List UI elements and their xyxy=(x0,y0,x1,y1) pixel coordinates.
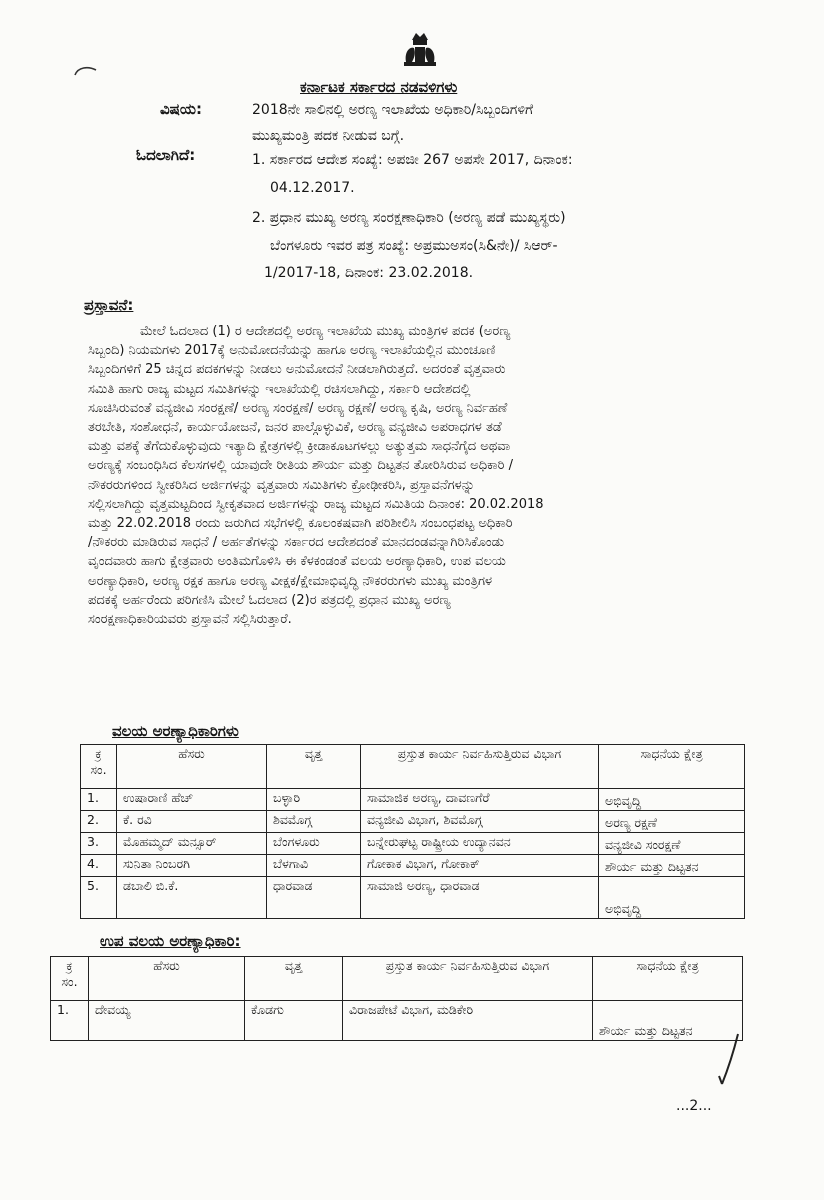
drfo-table xyxy=(50,956,743,1041)
cell-circle: ಬಳ್ಳಾರಿ xyxy=(267,789,361,811)
paragraph-line: ಮತ್ತು 22.02.2018 ರಂದು ಜರುಗಿದ ಸಭೆಗಳಲ್ಲಿ ಕೂಲಂಕಷವಾಗಿ ಪರಿಶೀಲಿಸಿ ಸಂಬಂಧಪಟ್ಟ ಅಧಿಕಾರಿ xyxy=(88,516,513,532)
cell-division: ಗೋಕಾಕ ವಿಭಾಗ, ಗೋಕಾಕ್ xyxy=(361,855,599,877)
cell-sl: 1. xyxy=(51,1001,89,1041)
cell-field: ವನ್ಯಜೀವಿ ಸಂರಕ್ಷಣೆ xyxy=(599,833,745,855)
paragraph-line: ಸಿಬ್ಬಂದಿಗಳಿಗೆ 25 ಚಿನ್ನದ ಪದಕಗಳನ್ನು ನೀಡಲು ಅನುಮೋದನೆ ನೀಡಲಾಗಿರುತ್ತದೆ. ಅದರಂತೆ ವೃತ್ತವಾರು xyxy=(88,362,506,378)
header-division: ಪ್ರಸ್ತುತ ಕಾರ್ಯ ನಿರ್ವಹಿಸುತ್ತಿರುವ ವಿಭಾಗ xyxy=(343,957,593,1001)
drfo-section-title: ಉಪ ವಲಯ ಅರಣ್ಯಾಧಿಕಾರಿ: xyxy=(100,932,241,950)
cell-sl: 5. xyxy=(81,877,117,919)
table-row xyxy=(81,833,745,855)
header-field: ಸಾಧನೆಯ ಕ್ಷೇತ್ರ xyxy=(593,957,743,1001)
cell-circle: ಬೆಳಗಾವಿ xyxy=(267,855,361,877)
subject-line-1: 2018ನೇ ಸಾಲಿನಲ್ಲಿ ಅರಣ್ಯ ಇಲಾಖೆಯ ಅಧಿಕಾರಿ/ಸಿಬ್ಬಂದಿಗಳಿಗೆ xyxy=(252,102,534,118)
table-row xyxy=(81,877,745,919)
page-indicator: ...2... xyxy=(676,1098,712,1114)
header-sl: ಕ್ರ ಸಂ. xyxy=(81,745,117,789)
cell-sl: 2. xyxy=(81,811,117,833)
table-row xyxy=(81,789,745,811)
subject-line-2: ಮುಖ್ಯಮಂತ್ರಿ ಪದಕ ನೀಡುವ ಬಗ್ಗೆ. xyxy=(252,128,405,144)
cell-name: ಕೆ. ರವಿ xyxy=(117,811,267,833)
paragraph-line: ಅರಣ್ಯಾಧಿಕಾರಿ, ಅರಣ್ಯ ರಕ್ಷಕ ಹಾಗೂ ಅರಣ್ಯ ವೀಕ್ಷಕ/ಕ್ಷೇಮಾಭಿವೃದ್ಧಿ ನೌಕರರುಗಳು ಮುಖ್ಯ ಮಂತ್ರಿಗಳ xyxy=(88,573,493,589)
paragraph-line: ಸಲ್ಲಿಸಲಾಗಿದ್ದು ವೃತ್ತಮಟ್ಟದಿಂದ ಸ್ವೀಕೃತವಾದ ಅರ್ಜಿಗಳನ್ನು ರಾಜ್ಯ ಮಟ್ಟದ ಸಮಿತಿಯ ದಿನಾಂಕ: 20.02.2018 xyxy=(88,496,544,512)
header-name: ಹೆಸರು xyxy=(89,957,245,1001)
cell-division: ವನ್ಯಜೀವಿ ವಿಭಾಗ, ಶಿವಮೊಗ್ಗ xyxy=(361,811,599,833)
reference-1-line-2: 04.12.2017. xyxy=(270,180,355,196)
cell-division: ವಿರಾಜಪೇಟೆ ವಿಭಾಗ, ಮಡಿಕೇರಿ xyxy=(343,1001,593,1041)
references-label: ಓದಲಾಗಿದೆ: xyxy=(136,146,196,164)
table-header-row xyxy=(81,745,745,789)
table-row xyxy=(81,855,745,877)
paragraph-line: ಸಮಿತಿ ಹಾಗು ರಾಜ್ಯ ಮಟ್ಟದ ಸಮಿತಿಗಳನ್ನು ಇಲಾಖೆಯಲ್ಲಿ ರಚಿಸಲಾಗಿದ್ದು, ಸರ್ಕಾರಿ ಆದೇಶದಲ್ಲಿ xyxy=(88,381,471,397)
rfo-section-title: ವಲಯ ಅರಣ್ಯಾಧಿಕಾರಿಗಳು xyxy=(112,722,239,740)
state-emblem-icon xyxy=(398,28,442,68)
cell-sl: 4. xyxy=(81,855,117,877)
cell-name: ಡಬಾಲಿ ಬಿ.ಕೆ. xyxy=(117,877,267,919)
cell-field: ಶೌರ್ಯ ಮತ್ತು ದಿಟ್ಟತನ xyxy=(593,1001,743,1041)
header-circle: ವೃತ್ತ xyxy=(245,957,343,1001)
cell-field: ಅರಣ್ಯ ರಕ್ಷಣೆ xyxy=(599,811,745,833)
cell-division: ಸಾಮಾಜಿ ಅರಣ್ಯ, ಧಾರವಾಡ xyxy=(361,877,599,919)
header-division: ಪ್ರಸ್ತುತ ಕಾರ್ಯ ನಿರ್ವಹಿಸುತ್ತಿರುವ ವಿಭಾಗ xyxy=(361,745,599,789)
reference-2-line-2: ಬೆಂಗಳೂರು ಇವರ ಪತ್ರ ಸಂಖ್ಯೆ: ಅಪ್ರಮುಅಸಂ(ಸಿ&ನೇ)/ ಸಿಆರ್- xyxy=(270,238,558,254)
tick-mark-icon xyxy=(716,1030,742,1090)
paragraph-line: ಸೂಚಿಸಿರುವಂತೆ ವನ್ಯಜೀವಿ ಸಂರಕ್ಷಣೆ/ ಅರಣ್ಯ ಸಂರಕ್ಷಣೆ/ ಅರಣ್ಯ ರಕ್ಷಣೆ/ ಅರಣ್ಯ ಕೃಷಿ, ಅರಣ್ಯ ನಿರ್ವಹಣೆ xyxy=(88,400,508,416)
table-row xyxy=(81,811,745,833)
reference-1-line-1: 1. ಸರ್ಕಾರದ ಆದೇಶ ಸಂಖ್ಯೆ: ಅಪಜೀ 267 ಅಪಸೇ 2017, ದಿನಾಂಕ: xyxy=(252,152,573,168)
table-header-row xyxy=(51,957,743,1001)
cell-name: ಉಷಾರಾಣಿ ಹೆಚ್ xyxy=(117,789,267,811)
cell-name: ಸುನಿತಾ ನಿಂಬರಗಿ xyxy=(117,855,267,877)
header-circle: ವೃತ್ತ xyxy=(267,745,361,789)
cell-circle: ಕೊಡಗು xyxy=(245,1001,343,1041)
cell-circle: ಶಿವಮೊಗ್ಗ xyxy=(267,811,361,833)
cell-circle: ಧಾರವಾಡ xyxy=(267,877,361,919)
paragraph-line: ಸಿಬ್ಬಂದಿ) ನಿಯಮಗಳು 2017ಕ್ಕೆ ಅನುಮೋದನೆಯನ್ನು ಹಾಗೂ ಅರಣ್ಯ ಇಲಾಖೆಯಲ್ಲಿನ ಮುಂಚೂಣಿ xyxy=(88,343,496,359)
paragraph-line: ಮತ್ತು ವಶಕ್ಕೆ ತೆಗೆದುಕೊಳ್ಳುವುದು ಇತ್ಯಾದಿ ಕ್ಷೇತ್ರಗಳಲ್ಲಿ ಕ್ರೀಡಾಕೂಟಗಳಲ್ಲು ಅತ್ಯುತ್ತಮ ಸಾಧನೆಗೈದ ಅಥವಾ xyxy=(88,439,511,455)
paragraph-line: ವೃಂದವಾರು ಹಾಗು ಕ್ಷೇತ್ರವಾರು ಅಂತಿಮಗೊಳಿಸಿ ಈ ಕೆಳಕಂಡಂತೆ ವಲಯ ಅರಣ್ಯಾಧಿಕಾರಿ, ಉಪ ವಲಯ xyxy=(88,554,506,570)
header-name: ಹೆಸರು xyxy=(117,745,267,789)
cell-name: ಮೊಹಮ್ಮದ್ ಮನ್ಸೂರ್ xyxy=(117,833,267,855)
cell-field: ಶೌರ್ಯ ಮತ್ತು ದಿಟ್ಟತನ xyxy=(599,855,745,877)
document-heading: ಕರ್ನಾಟಕ ಸರ್ಕಾರದ ನಡವಳಿಗಳು xyxy=(300,78,458,96)
header-field: ಸಾಧನೆಯ ಕ್ಷೇತ್ರ xyxy=(599,745,745,789)
cell-division: ಬನ್ನೇರುಘಟ್ಟ ರಾಷ್ಟ್ರೀಯ ಉದ್ಯಾನವನ xyxy=(361,833,599,855)
paragraph-line: ತರಬೇತಿ, ಸಂಶೋಧನೆ, ಕಾರ್ಯಯೋಜನೆ, ಜನರ ಪಾಲ್ಗೊಳ್ಳುವಿಕೆ, ಅರಣ್ಯ ವನ್ಯಜೀವಿ ಅಪರಾಧಗಳ ತಡೆ xyxy=(88,420,502,436)
cell-circle: ಬೆಂಗಳೂರು xyxy=(267,833,361,855)
subject-label: ವಿಷಯ: xyxy=(160,100,202,118)
cell-division: ಸಾಮಾಜಿಕ ಅರಣ್ಯ, ದಾವಣಗೆರೆ xyxy=(361,789,599,811)
paragraph-line: ಸಂರಕ್ಷಣಾಧಿಕಾರಿಯವರು ಪ್ರಸ್ತಾವನೆ ಸಲ್ಲಿಸಿರುತ್ತಾರೆ. xyxy=(88,612,292,628)
header-sl: ಕ್ರ ಸಂ. xyxy=(51,957,89,1001)
cell-sl: 1. xyxy=(81,789,117,811)
table-row xyxy=(51,1001,743,1041)
preamble-paragraph xyxy=(88,322,748,629)
paragraph-line: ಮೇಲೆ ಓದಲಾದ (1) ರ ಆದೇಶದಲ್ಲಿ ಅರಣ್ಯ ಇಲಾಖೆಯ ಮುಖ್ಯ ಮಂತ್ರಿಗಳ ಪದಕ (ಅರಣ್ಯ xyxy=(140,324,511,339)
reference-2-line-1: 2. ಪ್ರಧಾನ ಮುಖ್ಯ ಅರಣ್ಯ ಸಂರಕ್ಷಣಾಧಿಕಾರಿ (ಅರಣ್ಯ ಪಡೆ ಮುಖ್ಯಸ್ಥರು) xyxy=(252,210,566,226)
paragraph-line: ಪದಕಕ್ಕೆ ಅರ್ಹರೆಂದು ಪರಿಗಣಿಸಿ ಮೇಲೆ ಓದಲಾದ (2)ರ ಪತ್ರದಲ್ಲಿ ಪ್ರಧಾನ ಮುಖ್ಯ ಅರಣ್ಯ xyxy=(88,592,451,608)
cell-sl: 3. xyxy=(81,833,117,855)
cell-field: ಅಭಿವೃದ್ಧಿ xyxy=(599,877,745,919)
preamble-label: ಪ್ರಸ್ತಾವನೆ: xyxy=(84,296,134,314)
paragraph-line: /ನೌಕರರು ಮಾಡಿರುವ ಸಾಧನೆ / ಅರ್ಹತೆಗಳನ್ನು ಸರ್ಕಾರದ ಆದೇಶದಂತೆ ಮಾನದಂಡವನ್ನಾಗಿರಿಸಿಕೊಂಡು xyxy=(88,535,505,551)
paragraph-line: ನೌಕರರುಗಳಿಂದ ಸ್ವೀಕರಿಸಿದ ಅರ್ಜಿಗಳನ್ನು ವೃತ್ತವಾರು ಸಮಿತಿಗಳು ಕ್ರೋಢೀಕರಿಸಿ, ಪ್ರಸ್ತಾವನೆಗಳನ್ನು xyxy=(88,477,475,493)
pen-mark-icon xyxy=(72,64,100,78)
cell-field: ಅಭಿವೃದ್ಧಿ xyxy=(599,789,745,811)
paragraph-line: ಅರಣ್ಯಕ್ಕೆ ಸಂಬಂಧಿಸಿದ ಕೆಲಸಗಳಲ್ಲಿ ಯಾವುದೇ ರೀತಿಯ ಶೌರ್ಯ ಮತ್ತು ದಿಟ್ಟತನ ತೋರಿಸಿರುವ ಅಧಿಕಾರಿ / xyxy=(88,458,513,474)
reference-2-line-3: 1/2017-18, ದಿನಾಂಕ: 23.02.2018. xyxy=(264,265,474,281)
cell-name: ದೇವಯ್ಯ xyxy=(89,1001,245,1041)
rfo-table xyxy=(80,744,745,919)
